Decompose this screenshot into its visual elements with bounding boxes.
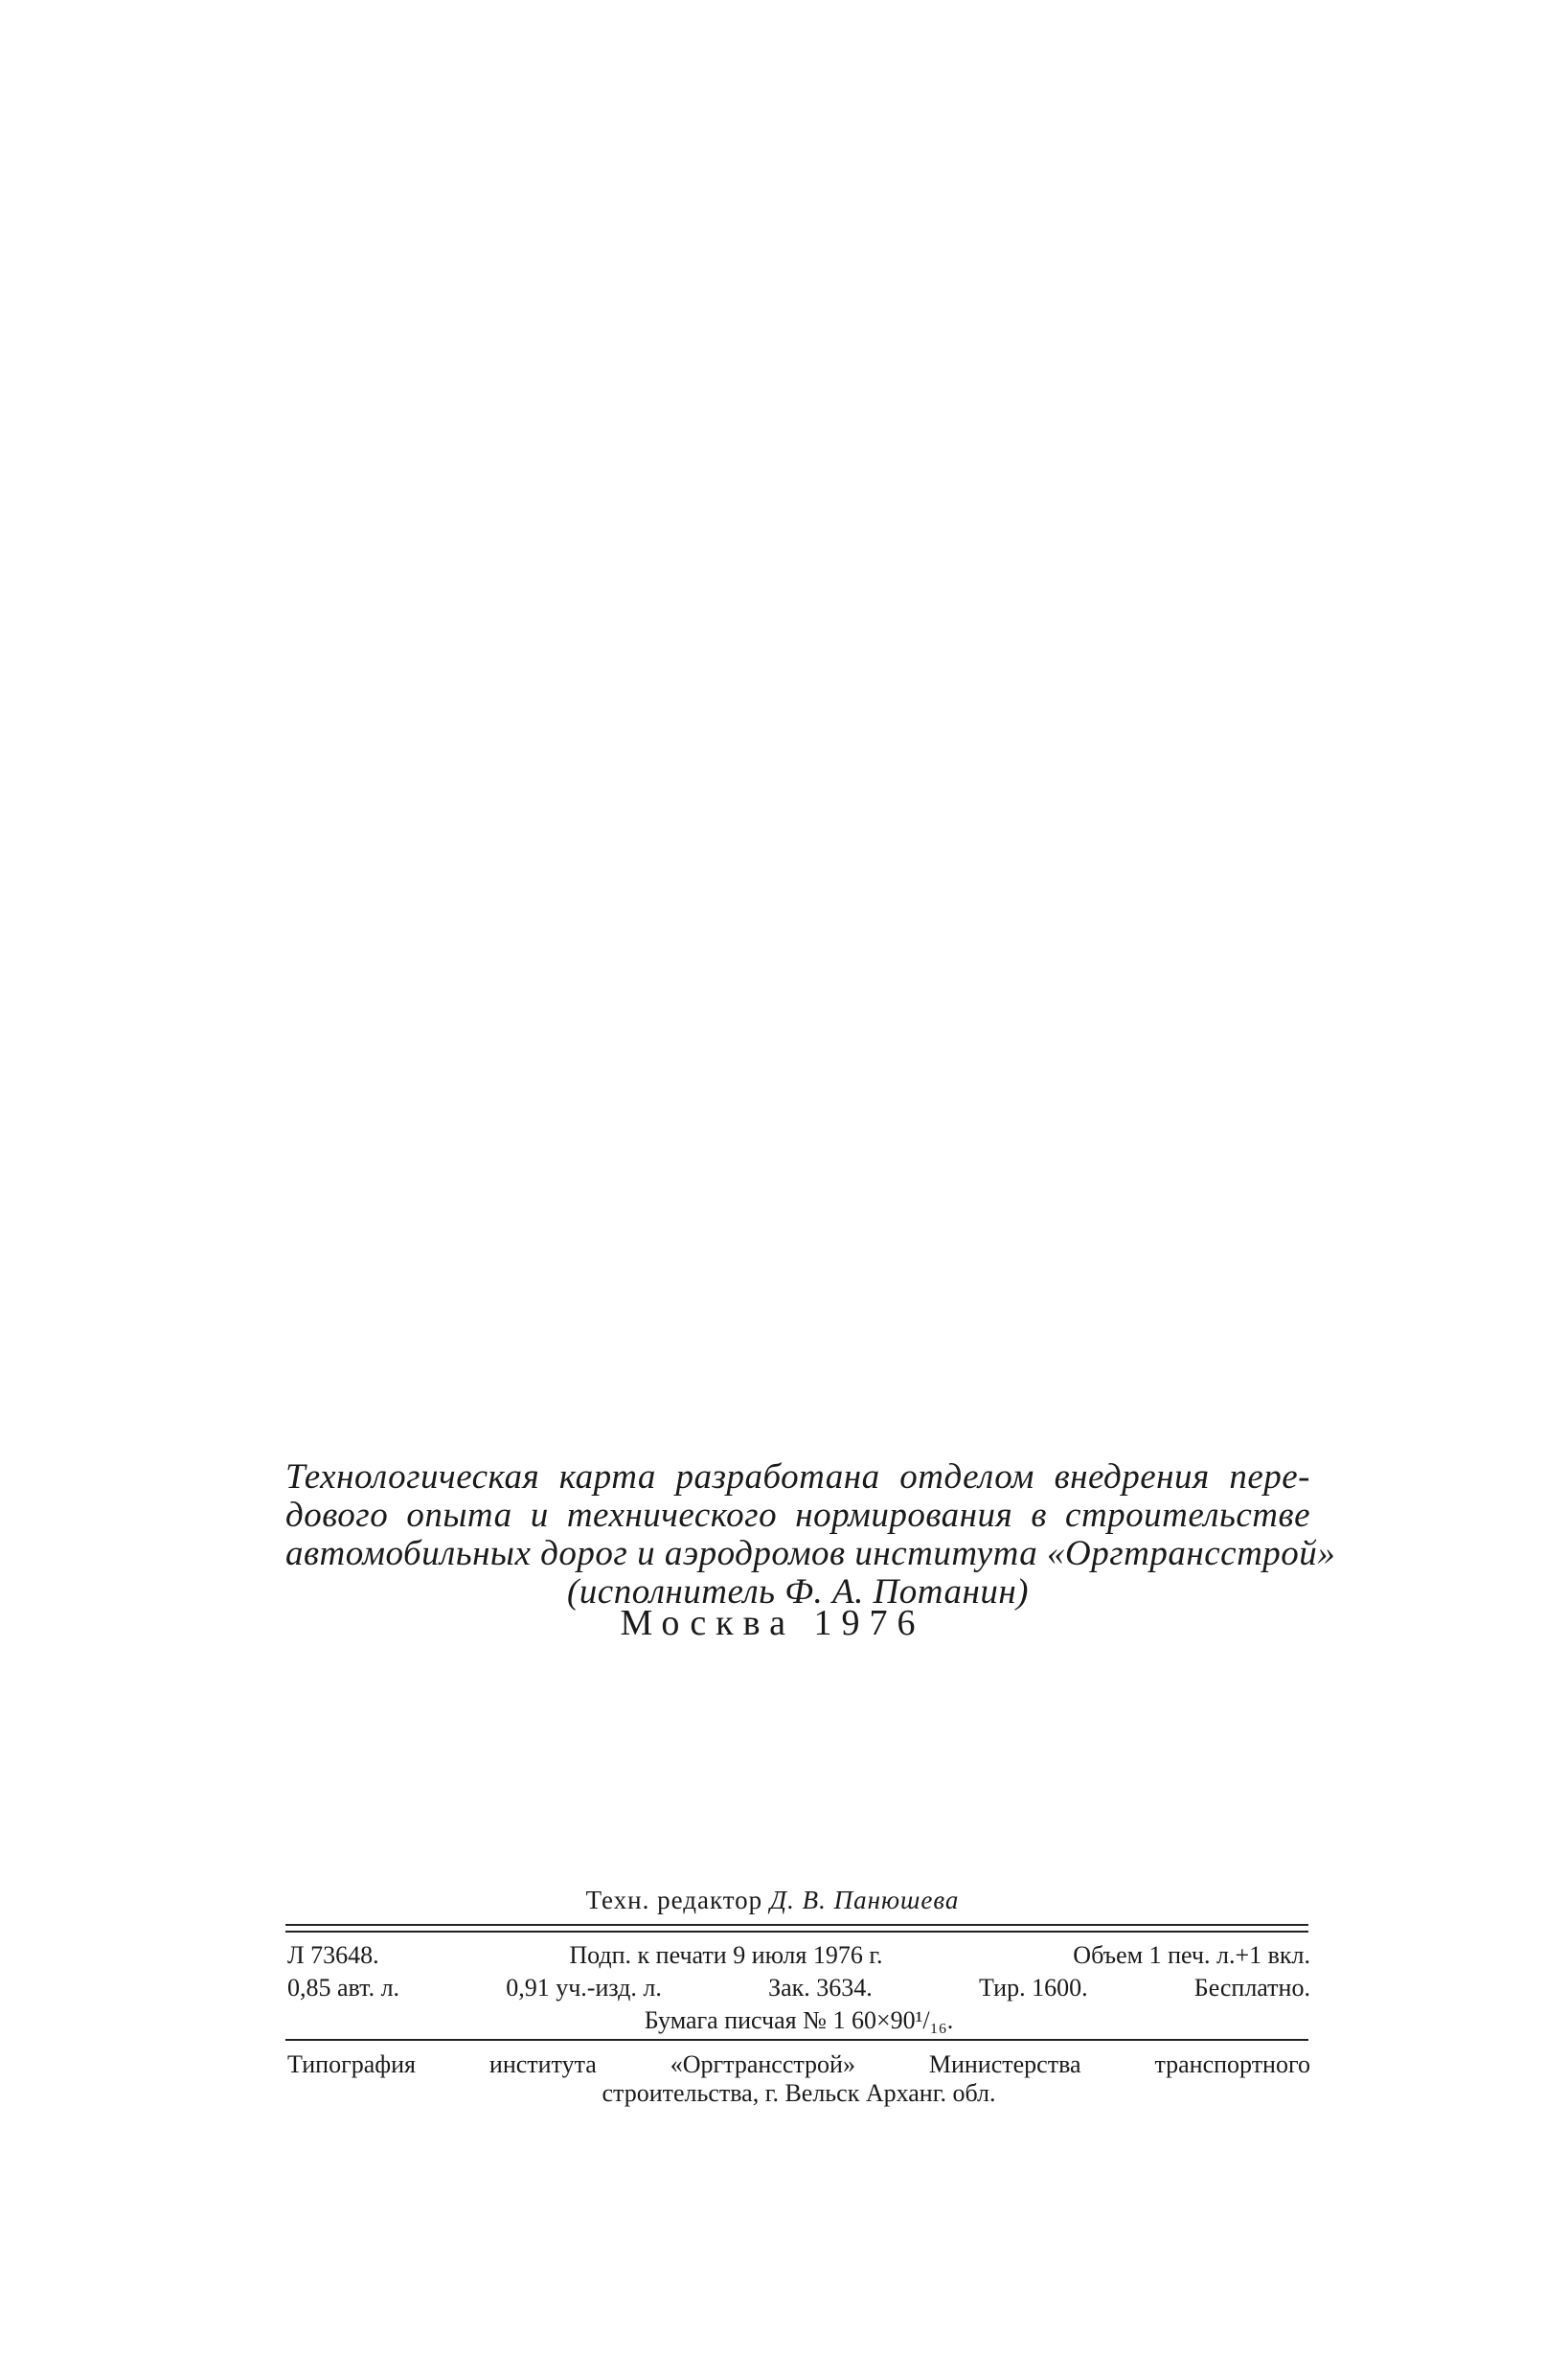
publisher-sheets: 0,91 уч.-изд. л. (506, 1974, 662, 2002)
tech-editor-label: Техн. редактор (585, 1886, 763, 1914)
printer-word-2: института (488, 2050, 597, 2078)
printer-row-1 (287, 2050, 1310, 2079)
signed-to-print: Подп. к печати 9 июля 1976 г. (569, 1941, 883, 1969)
credits-paragraph (285, 1457, 1336, 1612)
printer-word-3: «Оргтрансстрой» (670, 2050, 855, 2078)
imprint-block (287, 1939, 1310, 2037)
license-number: Л 73648. (287, 1941, 379, 1969)
single-rule (285, 2039, 1308, 2041)
credits-line-3: автомобильных дорог и аэродромов института «Оргтрансстрой» (285, 1534, 1336, 1573)
printer-address: строительства, г. Вельск Арханг. обл. (602, 2079, 996, 2107)
order-number: Зак. 3634. (768, 1974, 873, 2002)
imprint-row-2 (287, 1972, 1310, 2004)
printer-word-1: Типография (287, 2050, 416, 2078)
paper-format: Бумага писчая № 1 60×90¹/₁₆. (644, 2006, 954, 2034)
printer-row-2 (287, 2079, 1310, 2108)
credits-line-4: (исполнитель Ф. А. Потанин) (566, 1572, 1030, 1612)
imprint-row-1 (287, 1939, 1310, 1972)
price: Бесплатно. (1193, 1974, 1310, 2002)
printer-word-5: транспортного (1154, 2050, 1310, 2078)
double-rule (285, 1924, 1308, 1933)
printer-block (287, 2050, 1310, 2108)
volume: Объем 1 печ. л.+1 вкл. (1073, 1941, 1310, 1969)
credits-line-2: дового опыта и технического нормирования в строительстве (285, 1496, 1310, 1535)
credits-line-1: Технологическая карта разработана отделом внедрения пере- (285, 1457, 1310, 1497)
city-year: Москва 1976 (620, 1603, 925, 1643)
author-sheets: 0,85 авт. л. (287, 1974, 400, 2002)
imprint-row-3 (287, 2004, 1310, 2037)
tech-editor-line (0, 1886, 1545, 1915)
print-run: Тир. 1600. (978, 1974, 1088, 2002)
tech-editor-name: Д. В. Панюшева (769, 1886, 960, 1914)
printer-word-4: Министерства (928, 2050, 1081, 2078)
